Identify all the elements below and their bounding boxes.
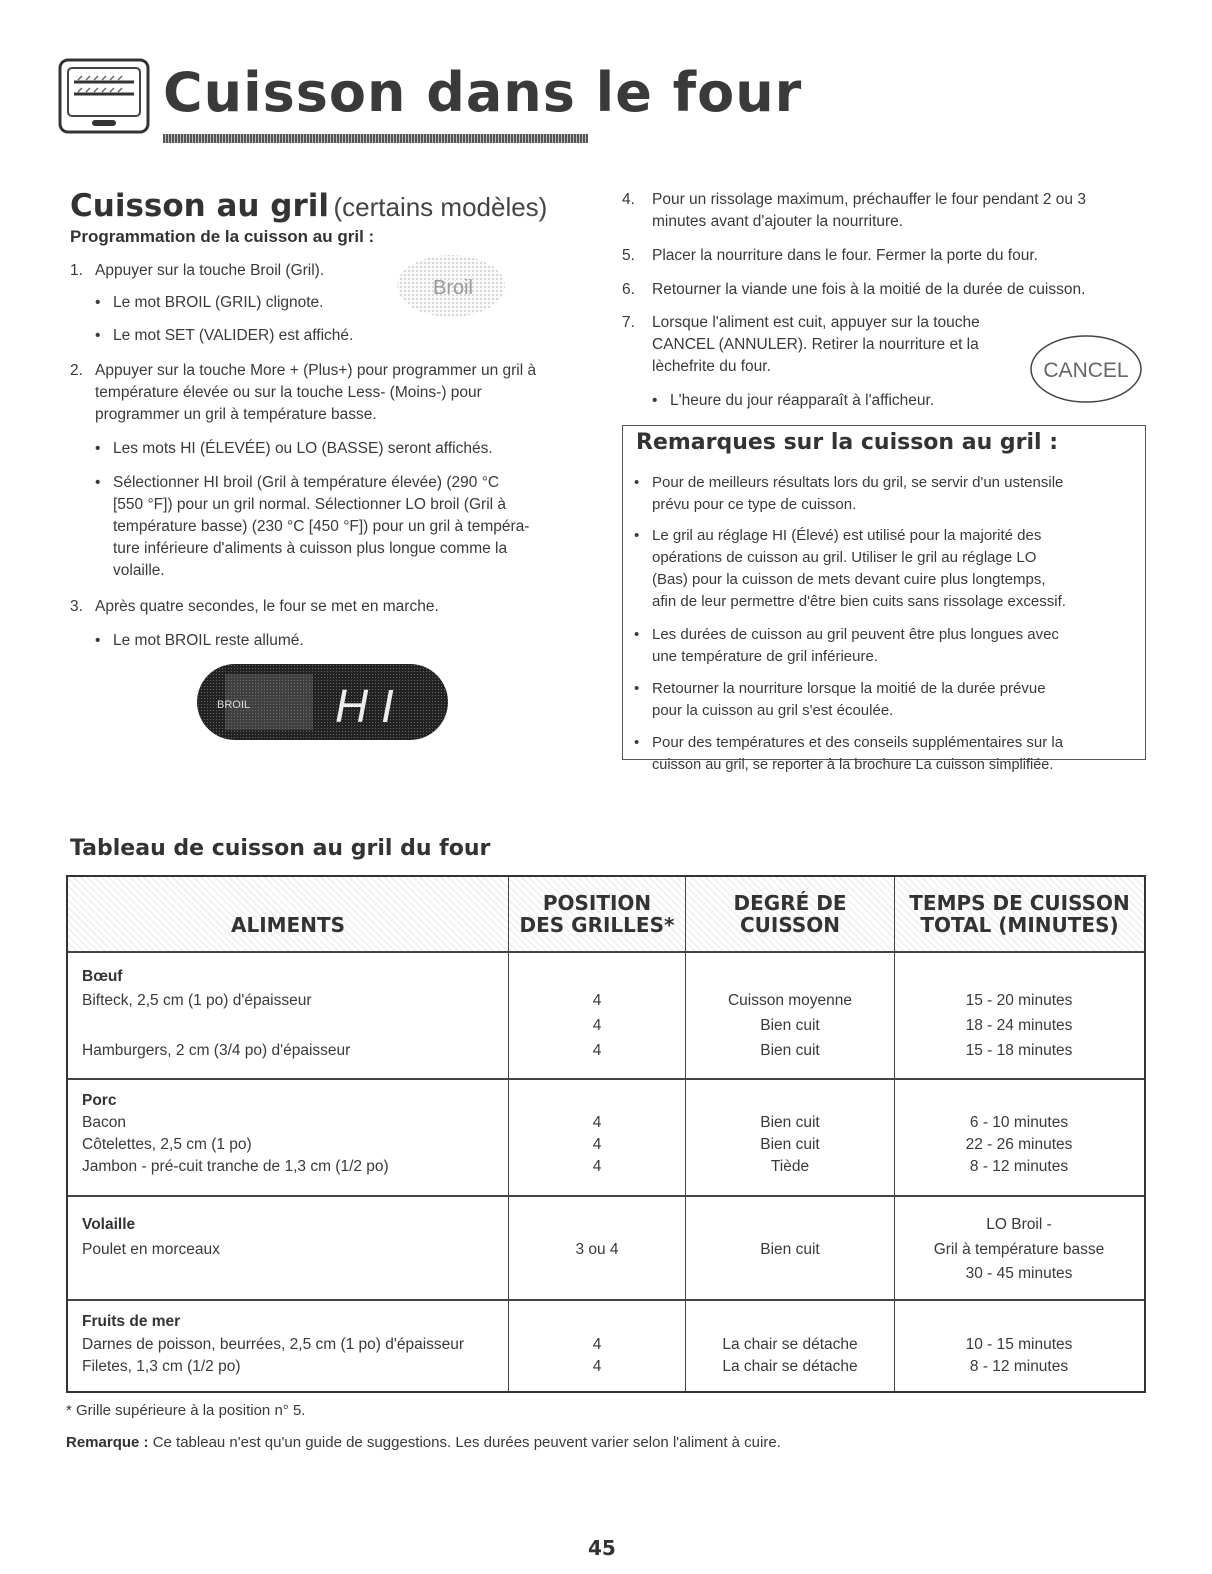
row-divider	[68, 1299, 1144, 1301]
remark-label: Remarque :	[66, 1434, 149, 1451]
cancel-key[interactable]	[1028, 333, 1144, 405]
oven-icon	[58, 58, 150, 134]
step-text: Appuyer sur la touche Broil (Gril).	[95, 262, 325, 279]
step-number: 2.	[70, 362, 83, 379]
step-bullet: [550 °F]) pour un gril normal. Sélectionner LO broil (Gril à	[113, 496, 507, 513]
bullet-icon: •	[634, 680, 640, 697]
food-cell: Darnes de poisson, beurrées, 2,5 cm (1 po) d'épaisseur	[82, 1336, 465, 1353]
step-text: Retourner la viande une fois à la moitié de la durée de cuisson.	[652, 281, 1086, 298]
step-text: Appuyer sur la touche More + (Plus+) pour programmer un gril à	[95, 362, 537, 379]
broil-key[interactable]	[395, 253, 507, 319]
step-text: CANCEL (ANNULER). Retirer la nourriture et la	[652, 336, 979, 353]
rack-cell: 4	[592, 992, 602, 1009]
step-bullet: Les mots HI (ÉLEVÉE) ou LO (BASSE) seront affichés.	[113, 440, 493, 457]
step-text: Pour un rissolage maximum, préchauffer le four pendant 2 ou 3	[652, 191, 1086, 208]
food-cell: Hamburgers, 2 cm (3/4 po) d'épaisseur	[82, 1042, 351, 1059]
step-text: minutes avant d'ajouter la nourriture.	[652, 213, 904, 230]
food-cell: Côtelettes, 2,5 cm (1 po)	[82, 1136, 252, 1153]
bullet-icon: •	[634, 626, 640, 643]
category-label: Porc	[82, 1092, 117, 1109]
bullet-icon: •	[652, 392, 658, 409]
step-bullet: Sélectionner HI broil (Gril à température élevée) (290 °C	[113, 474, 500, 491]
step-number: 7.	[622, 314, 635, 331]
note-text: Retourner la nourriture lorsque la moitié de la durée prévue	[652, 680, 1046, 697]
doneness-cell: Bien cuit	[760, 1136, 820, 1153]
time-cell: 8 - 12 minutes	[969, 1358, 1069, 1375]
remark	[66, 1434, 781, 1451]
doneness-cell: Cuisson moyenne	[727, 992, 853, 1009]
step-text: Lorsque l'aliment est cuit, appuyer sur la touche	[652, 314, 980, 331]
step-text: température élevée ou sur la touche Less- (Moins-) pour	[95, 384, 482, 401]
bullet-icon: •	[95, 327, 101, 344]
bullet-icon: •	[95, 632, 101, 649]
doneness-cell: Bien cuit	[760, 1241, 820, 1258]
food-cell: Bifteck, 2,5 cm (1 po) d'épaisseur	[82, 992, 312, 1009]
table-title: Tableau de cuisson au gril du four	[70, 836, 491, 861]
header-rack: POSITION DES GRILLES*	[509, 877, 685, 951]
note-text: opérations de cuisson au gril. Utiliser le gril au réglage LO	[652, 549, 1037, 566]
step-number: 6.	[622, 281, 635, 298]
section-title: Cuisson au gril	[70, 188, 330, 224]
step-number: 3.	[70, 598, 83, 615]
footnote: * Grille supérieure à la position n° 5.	[66, 1402, 306, 1419]
header-food: ALIMENTS	[68, 877, 508, 951]
bullet-icon: •	[95, 440, 101, 457]
page-number: 45	[588, 1536, 616, 1560]
bullet-icon: •	[634, 474, 640, 491]
display-value: H I	[335, 680, 394, 732]
category-label: Fruits de mer	[82, 1313, 181, 1330]
rack-cell: 3 ou 4	[575, 1241, 619, 1258]
doneness-cell: Bien cuit	[760, 1114, 820, 1131]
step-text: programmer un gril à température basse.	[95, 406, 377, 423]
notes-title: Remarques sur la cuisson au gril :	[636, 430, 1059, 455]
time-cell: 22 - 26 minutes	[965, 1136, 1073, 1153]
title-rule	[163, 134, 588, 143]
category-label: Volaille	[82, 1216, 136, 1233]
section-title-note: (certains modèles)	[333, 192, 548, 222]
broil-key-label: Broil	[432, 277, 474, 299]
row-divider	[68, 1078, 1144, 1080]
rack-cell: 4	[592, 1017, 602, 1034]
rack-cell: 4	[592, 1358, 602, 1375]
time-cell: 18 - 24 minutes	[965, 1017, 1073, 1034]
step-bullet: température basse) (230 °C [450 °F]) pour un gril à tempéra-	[113, 518, 530, 535]
step-bullet: Le mot BROIL reste allumé.	[113, 632, 304, 649]
time-cell: 15 - 20 minutes	[965, 992, 1073, 1009]
row-divider	[68, 951, 1144, 953]
note-text: Pour de meilleurs résultats lors du gril, se servir d'un ustensile	[652, 474, 1064, 491]
bullet-icon: •	[95, 474, 101, 491]
category-label: Bœuf	[82, 968, 123, 985]
time-cell: 30 - 45 minutes	[965, 1265, 1073, 1282]
row-divider	[68, 1195, 1144, 1197]
step-bullet: Le mot SET (VALIDER) est affiché.	[113, 327, 354, 344]
step-bullet: volaille.	[113, 562, 165, 579]
time-cell: LO Broil -	[986, 1216, 1052, 1233]
step-bullet: Le mot BROIL (GRIL) clignote.	[113, 294, 324, 311]
step-bullet: L'heure du jour réapparaît à l'afficheur.	[670, 392, 935, 409]
step-text: Après quatre secondes, le four se met en marche.	[95, 598, 439, 615]
food-cell: Poulet en morceaux	[82, 1241, 220, 1258]
time-cell: Gril à température basse	[933, 1241, 1105, 1258]
step-text: Placer la nourriture dans le four. Fermer la porte du four.	[652, 247, 1038, 264]
bullet-icon: •	[634, 734, 640, 751]
note-text: pour la cuisson au gril s'est écoulée.	[652, 702, 894, 719]
sub-heading: Programmation de la cuisson au gril :	[70, 227, 375, 246]
note-text: (Bas) pour la cuisson de mets devant cuire plus longtemps,	[652, 571, 1046, 588]
header-time: TEMPS DE CUISSON TOTAL (MINUTES)	[895, 877, 1144, 951]
oven-display	[195, 662, 450, 742]
rack-cell: 4	[592, 1158, 602, 1175]
step-number: 5.	[622, 247, 635, 264]
time-cell: 15 - 18 minutes	[965, 1042, 1073, 1059]
food-cell: Jambon - pré-cuit tranche de 1,3 cm (1/2 po)	[82, 1158, 389, 1175]
step-number: 4.	[622, 191, 635, 208]
doneness-cell: Bien cuit	[760, 1017, 820, 1034]
display-mode: BROIL	[217, 699, 251, 711]
time-cell: 6 - 10 minutes	[969, 1114, 1069, 1131]
note-text: une température de gril inférieure.	[652, 648, 878, 665]
time-cell: 8 - 12 minutes	[969, 1158, 1069, 1175]
step-text: lèchefrite du four.	[652, 358, 771, 375]
food-cell: Bacon	[82, 1114, 126, 1131]
column-divider	[508, 877, 509, 1391]
time-cell: 10 - 15 minutes	[965, 1336, 1073, 1353]
doneness-cell: La chair se détache	[722, 1336, 858, 1353]
rack-cell: 4	[592, 1042, 602, 1059]
bullet-icon: •	[95, 294, 101, 311]
header-doneness: DEGRÉ DE CUISSON	[686, 877, 894, 951]
note-text: Le gril au réglage HI (Élevé) est utilisé pour la majorité des	[652, 527, 1042, 544]
note-text: afin de leur permettre d'être bien cuits sans rissolage excessif.	[652, 593, 1066, 610]
page-title: Cuisson dans le four	[163, 61, 803, 124]
doneness-cell: La chair se détache	[722, 1358, 858, 1375]
note-text: prévu pour ce type de cuisson.	[652, 496, 857, 513]
doneness-cell: Tiède	[770, 1158, 810, 1175]
rack-cell: 4	[592, 1114, 602, 1131]
step-bullet: ture inférieure d'aliments à cuisson plus longue comme la	[113, 540, 508, 557]
food-cell: Filetes, 1,3 cm (1/2 po)	[82, 1358, 241, 1375]
note-text: Les durées de cuisson au gril peuvent être plus longues avec	[652, 626, 1059, 643]
note-text: Pour des températures et des conseils supplémentaires sur la	[652, 734, 1064, 751]
rack-cell: 4	[592, 1336, 602, 1353]
note-text: cuisson au gril, se reporter à la brochure La cuisson simplifiée.	[652, 757, 1054, 773]
rack-cell: 4	[592, 1136, 602, 1153]
bullet-icon: •	[634, 527, 640, 544]
cancel-key-label: CANCEL	[1043, 359, 1129, 382]
doneness-cell: Bien cuit	[760, 1042, 820, 1059]
step-number: 1.	[70, 262, 83, 279]
remark-text: Ce tableau n'est qu'un guide de suggestions. Les durées peuvent varier selon l'aliment à cuire.	[148, 1434, 781, 1451]
